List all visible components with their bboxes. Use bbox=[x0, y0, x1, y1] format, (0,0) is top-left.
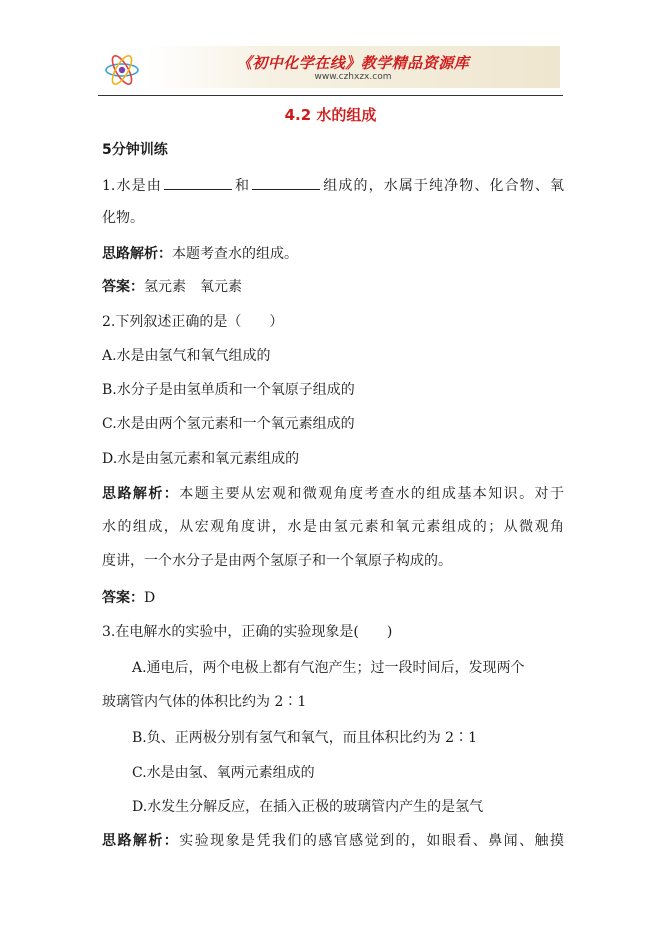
brand-url: www.czhxzx.com bbox=[314, 72, 392, 82]
brand-banner bbox=[146, 46, 560, 88]
section-heading: 5分钟训练 bbox=[102, 142, 168, 158]
q3-option-a-cont: 玻璃管内气体的体积比约为 2∶1 bbox=[102, 694, 307, 710]
q2-option-d: D.水是由氢元素和氧元素组成的 bbox=[102, 451, 300, 467]
q3-option-a: A.通电后，两个电极上都有气泡产生；过一段时间后，发现两个 bbox=[132, 660, 525, 676]
answer-label: 答案： bbox=[102, 279, 144, 295]
header-rule bbox=[98, 95, 563, 96]
page-title: 4.2 水的组成 bbox=[284, 106, 377, 124]
q1-blank-2 bbox=[252, 175, 320, 190]
analysis-text: 实验现象是凭我们的感官感觉到的，如眼看、鼻闻、触摸 bbox=[179, 833, 565, 849]
q2-option-c: C.水是由两个氢元素和一个氧元素组成的 bbox=[102, 416, 355, 432]
q2-answer bbox=[102, 588, 564, 608]
resource-header bbox=[98, 44, 563, 94]
q3-option-c: C.水是由氢、氧两元素组成的 bbox=[132, 765, 315, 781]
q2-option-a: A.水是由氢气和氧气组成的 bbox=[102, 348, 271, 364]
q2-analysis-line-2: 水的组成，从宏观角度讲，水是由氢元素和氧元素组成的；从微观角 bbox=[102, 519, 564, 535]
q3-stem: 3.在电解水的实验中，正确的实验现象是( ) bbox=[102, 624, 393, 640]
q3-analysis bbox=[102, 831, 564, 851]
q2-option-b: B.水分子是由氢单质和一个氧原子组成的 bbox=[102, 382, 355, 398]
brand-title: 《初中化学在线》教学精品资源库 bbox=[236, 54, 470, 72]
answer-label: 答案： bbox=[102, 590, 144, 606]
q1-analysis bbox=[102, 244, 564, 264]
q1-stem bbox=[102, 175, 564, 196]
q3-option-b: B.负、正两极分别有氢气和氧气，而且体积比约为 2∶1 bbox=[132, 730, 478, 746]
q3-option-d: D.水发生分解反应，在插入正极的玻璃管内产生的是氢气 bbox=[132, 799, 484, 815]
analysis-label: 思路解析： bbox=[102, 833, 180, 849]
q2-stem: 2.下列叙述正确的是（ ） bbox=[102, 314, 284, 330]
analysis-text: 本题主要从宏观和微观角度考查水的组成基本知识。对于 bbox=[179, 486, 565, 502]
analysis-label: 思路解析： bbox=[102, 246, 172, 262]
q2-analysis bbox=[102, 484, 564, 504]
answer-text: D bbox=[144, 590, 156, 606]
analysis-text: 本题考查水的组成。 bbox=[172, 246, 298, 262]
answer-text: 氢元素 氧元素 bbox=[144, 279, 242, 295]
q1-mid: 和 bbox=[233, 178, 251, 194]
q1-prefix: 1.水是由 bbox=[102, 178, 162, 194]
atom-logo-icon bbox=[102, 50, 142, 90]
analysis-label: 思路解析： bbox=[102, 486, 180, 502]
q1-suffix: 组成的，水属于纯净物、化合物、氧 bbox=[322, 178, 565, 194]
q2-analysis-line-3: 度讲，一个水分子是由两个氢原子和一个氧原子构成的。 bbox=[102, 553, 452, 569]
q1-blank-1 bbox=[164, 175, 232, 190]
q1-stem-cont: 化物。 bbox=[102, 210, 144, 226]
q1-answer bbox=[102, 277, 564, 297]
